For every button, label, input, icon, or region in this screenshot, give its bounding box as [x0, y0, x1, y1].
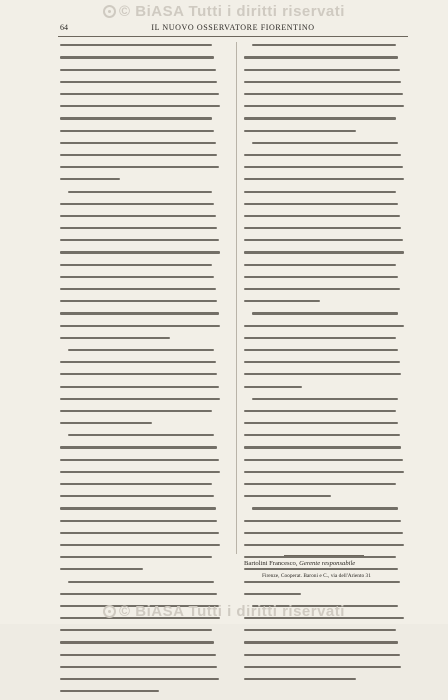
text-line [244, 300, 406, 309]
text-line [244, 288, 406, 297]
text-line [60, 288, 222, 297]
text-line [60, 422, 222, 431]
end-rule [284, 555, 364, 556]
text-line [60, 44, 222, 53]
text-line [244, 507, 406, 516]
text-line [60, 544, 222, 553]
text-line [244, 446, 406, 455]
editor-role: Gerente responsabile [299, 560, 356, 567]
text-line [60, 251, 222, 260]
text-line [244, 251, 406, 260]
text-line [60, 398, 222, 407]
text-line [244, 215, 406, 224]
text-line [244, 581, 406, 590]
watermark-top: © BiASA Tutti i diritti riservati [0, 3, 448, 20]
text-line [60, 434, 222, 443]
text-line [60, 361, 222, 370]
text-line [244, 641, 406, 650]
text-line [60, 81, 222, 90]
text-line [244, 349, 406, 358]
text-line [60, 264, 222, 273]
text-line [244, 312, 406, 321]
text-line [244, 361, 406, 370]
text-column-right [244, 41, 406, 688]
text-line [244, 325, 406, 334]
text-line [244, 410, 406, 419]
text-line [60, 556, 222, 565]
text-line [60, 386, 222, 395]
watermark-bottom: © BiASA Tutti i diritti riservati [0, 603, 448, 620]
text-line [244, 337, 406, 346]
text-line [60, 215, 222, 224]
text-column-left [60, 41, 222, 700]
text-line [60, 629, 222, 638]
text-line [60, 227, 222, 236]
text-line [60, 593, 222, 602]
text-line [244, 44, 406, 53]
text-line [60, 532, 222, 541]
page-number: 64 [60, 23, 68, 32]
text-line [244, 434, 406, 443]
text-line [60, 641, 222, 650]
text-line [60, 678, 222, 687]
text-line [60, 446, 222, 455]
text-line [244, 166, 406, 175]
text-line [60, 117, 222, 126]
text-line [244, 373, 406, 382]
text-line [244, 422, 406, 431]
text-line [60, 471, 222, 480]
text-line [60, 666, 222, 675]
text-line [244, 666, 406, 675]
text-line [244, 654, 406, 663]
text-line [60, 337, 222, 346]
text-line [60, 312, 222, 321]
text-line [244, 386, 406, 395]
text-line [244, 483, 406, 492]
text-line [244, 130, 406, 139]
text-line [60, 690, 222, 699]
text-line [244, 495, 406, 504]
text-line [244, 69, 406, 78]
text-line [244, 520, 406, 529]
text-line [60, 654, 222, 663]
text-line [60, 239, 222, 248]
text-line [244, 117, 406, 126]
text-line [60, 459, 222, 468]
text-line [60, 105, 222, 114]
text-line [60, 410, 222, 419]
signature [244, 560, 410, 567]
text-line [60, 300, 222, 309]
printer-imprint: Firenze, Cooperat. Baroni e C., via dell'Ariento 31 [262, 573, 371, 579]
text-line [60, 142, 222, 151]
text-line [244, 56, 406, 65]
text-line [244, 203, 406, 212]
text-line [244, 105, 406, 114]
biasa-logo-icon [103, 5, 116, 18]
text-line [60, 93, 222, 102]
text-line [60, 520, 222, 529]
text-line [244, 81, 406, 90]
text-line [60, 581, 222, 590]
text-line [60, 191, 222, 200]
text-line [244, 532, 406, 541]
page-header [60, 22, 406, 34]
text-line [60, 130, 222, 139]
header-rule [58, 36, 408, 37]
text-line [244, 459, 406, 468]
text-line [244, 593, 406, 602]
text-line [244, 629, 406, 638]
text-line [60, 154, 222, 163]
text-line [60, 69, 222, 78]
text-line [244, 239, 406, 248]
text-line [244, 398, 406, 407]
text-line [60, 568, 222, 577]
text-line [60, 325, 222, 334]
biasa-logo-icon [103, 605, 116, 618]
column-divider [236, 42, 237, 554]
text-line [60, 495, 222, 504]
text-line [60, 178, 222, 187]
text-line [244, 264, 406, 273]
journal-title: IL NUOVO OSSERVATORE FIORENTINO [151, 23, 315, 32]
text-line [60, 349, 222, 358]
text-line [244, 178, 406, 187]
text-line [244, 276, 406, 285]
text-line [244, 471, 406, 480]
text-line [244, 93, 406, 102]
text-line [244, 544, 406, 553]
text-line [244, 154, 406, 163]
text-line [244, 678, 406, 687]
text-line [244, 227, 406, 236]
text-line [60, 276, 222, 285]
text-line [60, 507, 222, 516]
text-line [60, 166, 222, 175]
text-line [244, 142, 406, 151]
text-line [60, 373, 222, 382]
text-line [60, 483, 222, 492]
text-line [60, 56, 222, 65]
text-line [60, 203, 222, 212]
text-line [244, 191, 406, 200]
editor-name: Bartolini Francesco, [244, 560, 298, 567]
